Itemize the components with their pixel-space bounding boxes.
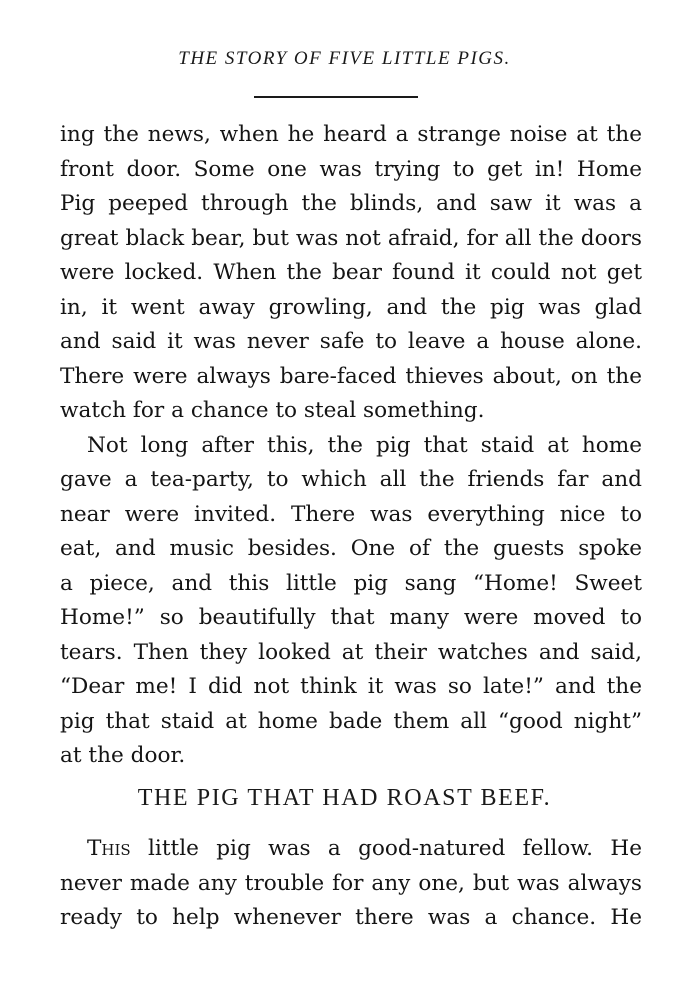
text-line: tears. Then they looked at their watches and said, (60, 639, 642, 665)
text-line: There were always bare-faced thieves about, on the (60, 363, 642, 389)
header-rule (254, 96, 418, 98)
text-line: a piece, and this little pig sang “Home! Sweet (60, 570, 642, 596)
text-line: eat, and music besides. One of the guests spoke (60, 536, 642, 561)
section-body-text (60, 832, 642, 936)
text-line: ready to help whenever there was a chance. He (60, 905, 642, 930)
running-title: THE STORY OF FIVE LITTLE PIGS. (178, 48, 511, 69)
section-heading: THE PIG THAT HAD ROAST BEEF. (137, 785, 552, 811)
text-line: “Dear me! I did not think it was so late!” and the (60, 674, 642, 699)
text-line: near were invited. There was everything nice to (60, 501, 642, 527)
text-line: in, it went away growling, and the pig was glad (60, 294, 642, 320)
text-line-rest: little pig was a good-natured fellow. He (130, 836, 642, 861)
text-line: were locked. When the bear found it could not get (60, 260, 642, 285)
text-line: Home!” so beautifully that many were moved to (60, 605, 642, 630)
text-line: watch for a chance to steal something. (60, 398, 485, 423)
text-line: gave a tea-party, to which all the friends far and (60, 467, 642, 492)
text-line: Pig peeped through the blinds, and saw it was a (60, 191, 642, 216)
text-line (60, 832, 642, 867)
text-line: ing the news, when he heard a strange noise at the (60, 122, 642, 147)
body-text (60, 118, 642, 774)
text-line: front door. Some one was trying to get in! Home (60, 156, 642, 182)
text-line: pig that staid at home bade them all “good night” (60, 708, 642, 734)
text-line: great black bear, but was not afraid, for all the doors (60, 225, 642, 251)
text-line: and said it was never safe to leave a house alone. (60, 329, 642, 354)
text-line: at the door. (60, 743, 186, 768)
text-line: Not long after this, the pig that staid at home (87, 432, 642, 458)
drop-word: This (87, 836, 131, 861)
text-line: never made any trouble for any one, but was always (60, 870, 642, 896)
